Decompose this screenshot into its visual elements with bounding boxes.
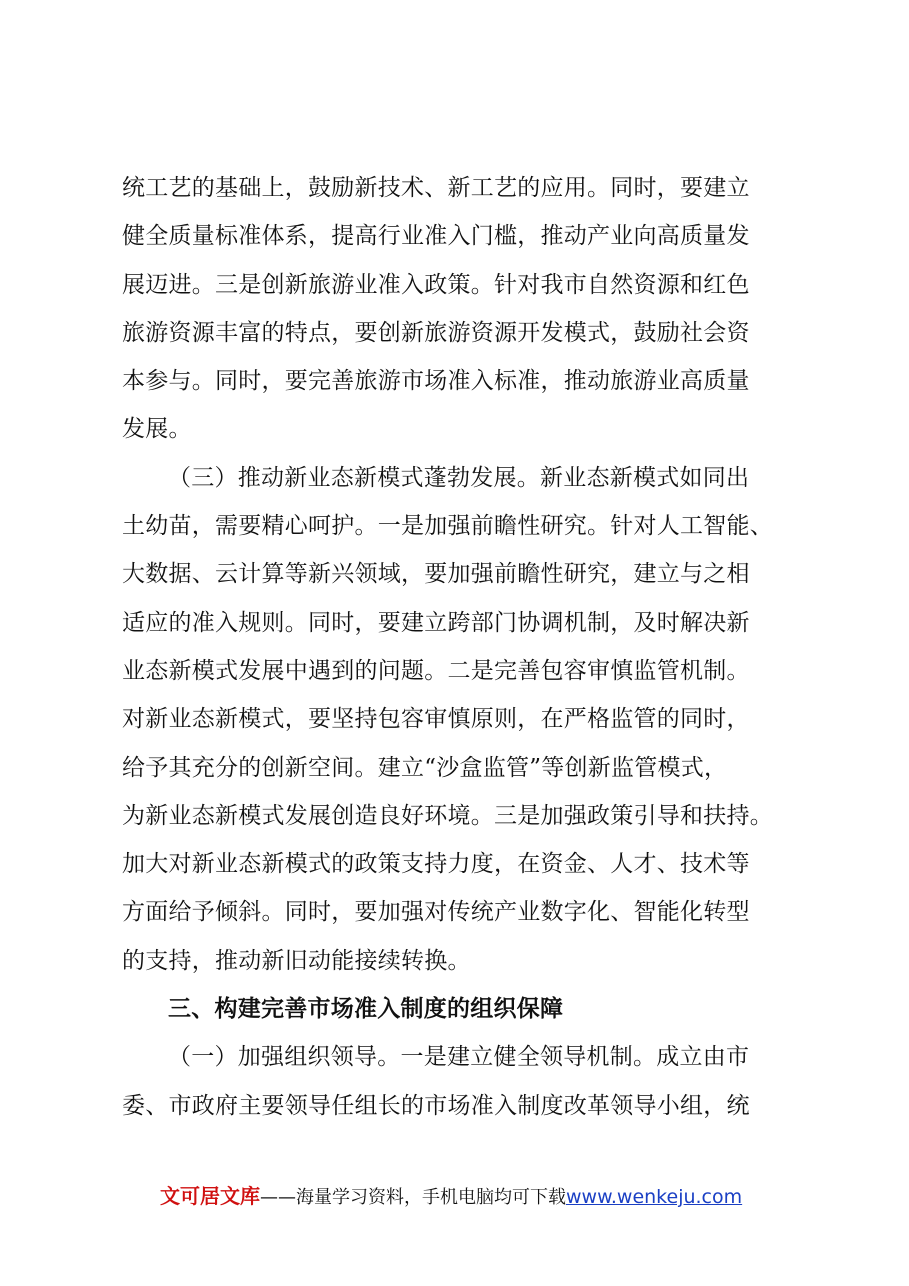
footer-website-link[interactable]: www.wenkeju.com: [566, 1186, 743, 1208]
text-line: 土幼苗，需要精心呵护。一是加强前瞻性研究。针对人工智能、: [122, 513, 773, 540]
text-line: 委、市政府主要领导任组长的市场准入制度改革领导小组，统: [122, 1092, 750, 1119]
text-line: 健全质量标准体系，提高行业准入门槛，推动产业向高质量发: [122, 223, 750, 250]
text-line: 加大对新业态新模式的政策支持力度，在资金、人才、技术等: [122, 851, 750, 878]
text-line: 方面给予倾斜。同时，要加强对传统产业数字化、智能化转型: [122, 899, 750, 926]
text-line: 对新业态新模式，要坚持包容审慎原则，在严格监管的同时，: [122, 706, 750, 733]
text-line: 适应的准入规则。同时，要建立跨部门协调机制，及时解决新: [122, 609, 750, 636]
text-line: 为新业态新模式发展创造良好环境。三是加强政策引导和扶持。: [122, 802, 773, 829]
text-line: （三）推动新业态新模式蓬勃发展。新业态新模式如同出: [168, 464, 750, 491]
text-line: 业态新模式发展中遇到的问题。二是完善包容审慎监管机制。: [122, 657, 750, 684]
footer-brand: 文可居文库: [160, 1184, 260, 1208]
text-line: 给予其充分的创新空间。建立“沙盒监管”等创新监管模式，: [122, 754, 728, 781]
text-line: 大数据、云计算等新兴领域，要加强前瞻性研究，建立与之相: [122, 561, 750, 588]
text-line: 旅游资源丰富的特点，要创新旅游资源开发模式，鼓励社会资: [122, 319, 750, 346]
footer-tagline: ——海量学习资料，手机电脑均可下载: [260, 1187, 566, 1208]
text-line: 展迈进。三是创新旅游业准入政策。针对我市自然资源和红色: [122, 271, 750, 298]
text-line: 统工艺的基础上，鼓励新技术、新工艺的应用。同时，要建立: [122, 175, 750, 201]
section-heading: 三、构建完善市场准入制度的组织保障: [168, 996, 564, 1023]
footer-banner: [160, 1182, 800, 1210]
text-line: （一）加强组织领导。一是建立健全领导机制。成立由市: [168, 1044, 750, 1071]
document-body: [122, 164, 794, 1130]
text-line: 本参与。同时，要完善旅游市场准入标准，推动旅游业高质量: [122, 368, 750, 395]
text-line: 的支持，推动新旧动能接续转换。: [122, 947, 471, 974]
text-line: 发展。: [122, 416, 192, 443]
